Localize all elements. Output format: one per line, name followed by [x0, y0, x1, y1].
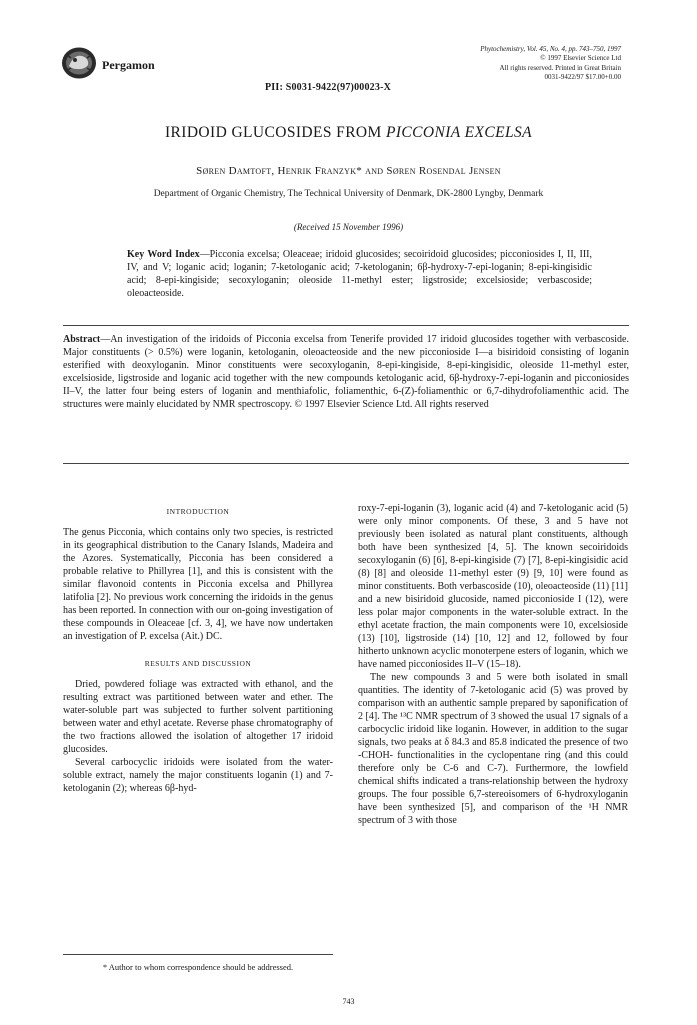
right-column [358, 502, 628, 827]
rights-line: All rights reserved. Printed in Great Britain [499, 63, 621, 72]
keyword-text: —Picconia excelsa; Oleaceae; iridoid glucosides; secoiridoid glucosides; picconiosides I, II, III, IV, and V; loganic acid; loganin; 7-ketologanic acid; 7-ketologanin; 6β-hydroxy-7-epi-loganin; 8-epi-kingisidic acid; 8-epi-kingiside; secoxyloganin; oleoside 11-methyl ester; ligstroside; excelsioside; verbascoside; oleoacteoside. [127, 249, 592, 299]
divider-top [63, 325, 629, 326]
footnote-divider [63, 954, 333, 955]
article-title [0, 124, 697, 142]
pii-identifier: PII: S0031-9422(97)00023-X [265, 82, 392, 93]
journal-citation: Phytochemistry, Vol. 45, No. 4, pp. 743–750, 1997 [480, 45, 621, 53]
introduction-heading: INTRODUCTION [166, 507, 230, 516]
divider-bottom [63, 463, 629, 464]
title-plain: IRIDOID GLUCOSIDES FROM [164, 124, 386, 141]
author-list: Søren Damtoft, Henrik Franzyk* and Søren Rosendal Jensen [196, 165, 501, 177]
page-number: 743 [342, 997, 355, 1006]
copyright-line: © 1997 Elsevier Science Ltd [540, 54, 621, 63]
correspondence-footnote: * Author to whom correspondence should be addressed. [102, 962, 294, 972]
abstract-label: Abstract [63, 334, 101, 345]
pergamon-logo [60, 46, 98, 80]
introduction-paragraph: The genus Picconia, which contains only two species, is restricted in its geographical distribution to the Canary Islands, Madeira and the Azores. Systematically, Picconia has been considered a probable relative to Phillyrea [1], and this is consistent with the similar flavonoid contents in Picconia excelsa and Phillyrea latifolia [2]. No previous work concerning the iridoids in the genus has been reported. In connection with our on-going investigation of these compounds in Oleaceae [cf. 3, 4], we have now undertaken an investigation of P. excelsa (Ait.) DC. [63, 527, 333, 642]
results-paragraph-2: Several carbocyclic iridoids were isolated from the water-soluble extract, namely the major constituents loganin (1) and 7-ketologanin (2); whereas 6β-hyd- [63, 757, 333, 794]
abstract [63, 333, 629, 411]
left-column [63, 505, 333, 795]
keyword-label: Key Word Index [127, 249, 200, 260]
publisher-name: Pergamon [102, 58, 155, 72]
journal-info [381, 45, 621, 83]
right-paragraph-2: The new compounds 3 and 5 were both isolated in small quantities. The identity of 7-ketologanic acid (5) was proved by comparison with an authentic sample prepared by saponification of 2 [4]. The ¹³C NMR spectrum of 3 showed the usual 17 signals of a carbocyclic iridoid like loganin. However, in addition to the sugar signals, two peaks at δ 84.3 and 85.8 indicated the presence of two -CHOH- functionalities in the cyclopentane ring (and this could therefore only be C-6 and C-7). Furthermore, the lowfield chemical shifts indicated a trans-relationship between the hydroxy groups. The four possible 6,7-stereoisomers of 6-hydroxyloganin have been synthesized [5], and comparison of the ¹H NMR spectrum of 3 with those [358, 672, 628, 826]
results-paragraph-1: Dried, powdered foliage was extracted with ethanol, and the resulting extract was partitioned between water and ether. The water-soluble part was subjected to further solvent partitioning between water and ethyl acetate. Reverse phase chromatography of the two fractions allowed the isolation of altogether 17 iridoid glucosides. [63, 679, 333, 755]
abstract-text: —An investigation of the iridoids of Picconia excelsa from Tenerife provided 17 iridoid glucosides together with verbascoside. Major constituents (> 0.5%) were loganin, ketologanin, oleoacteoside and the new picconioside I—a bisiridoid consisting of loganin esterified with deoxyloganin. Minor constituents were secoxyloganin, 8-epi-kingiside, 8-epi-kingisidic, oleoside 11-methyl ester, excelsioside, ligstroside and loganic acid together with the new compounds ketologanic acid, 6β-hydroxy-7-epi-loganin and picconiosides II–V, the latter four being esters of loganin and menthiafolic, foliamenthic, 6-(Z)-foliamenthic or 6,7-dihydrofoliamenthic acid. The structures were mainly elucidated by NMR spectroscopy. © 1997 Elsevier Science Ltd. All rights reserved [63, 334, 629, 410]
right-paragraph-1: roxy-7-epi-loganin (3), loganic acid (4) and 7-ketologanic acid (5) were only minor components. Of these, 3 and 5 have not previously been isolated as natural plant constituents, although both have been synthesized [4, 5]. The known secoiridoids secoxyloganin (6) [6], 8-epi-kingiside (7) [7], 8-epi-kingisidic acid (8) [8] and oleoside 11-methyl ester (9) [9, 10] were found as minor constituents. Both verbascoside (10), oleoacteoside (11) [11] and a new bisiridoid glucoside, named picconioside I (12), were less polar major components in the water-soluble extract. In the ethyl acetate fraction, the main components were 10, excelsioside (13) [10], ligstroside (14) [10, 12] and 12, followed by four hitherto unknown acyclic monoterpene esters of loganin, which we have named picconiosides II–V (15–18). [358, 503, 628, 670]
results-heading: RESULTS AND DISCUSSION [144, 659, 252, 668]
issn-line: 0031-9422/97 $17.00+0.00 [544, 73, 621, 82]
title-italic: PICCONIA EXCELSA [385, 124, 533, 141]
affiliation: Department of Organic Chemistry, The Technical University of Denmark, DK-2800 Lyngby, Denmark [153, 189, 544, 199]
keyword-index [127, 248, 592, 300]
received-date: (Received 15 November 1996) [293, 222, 404, 232]
